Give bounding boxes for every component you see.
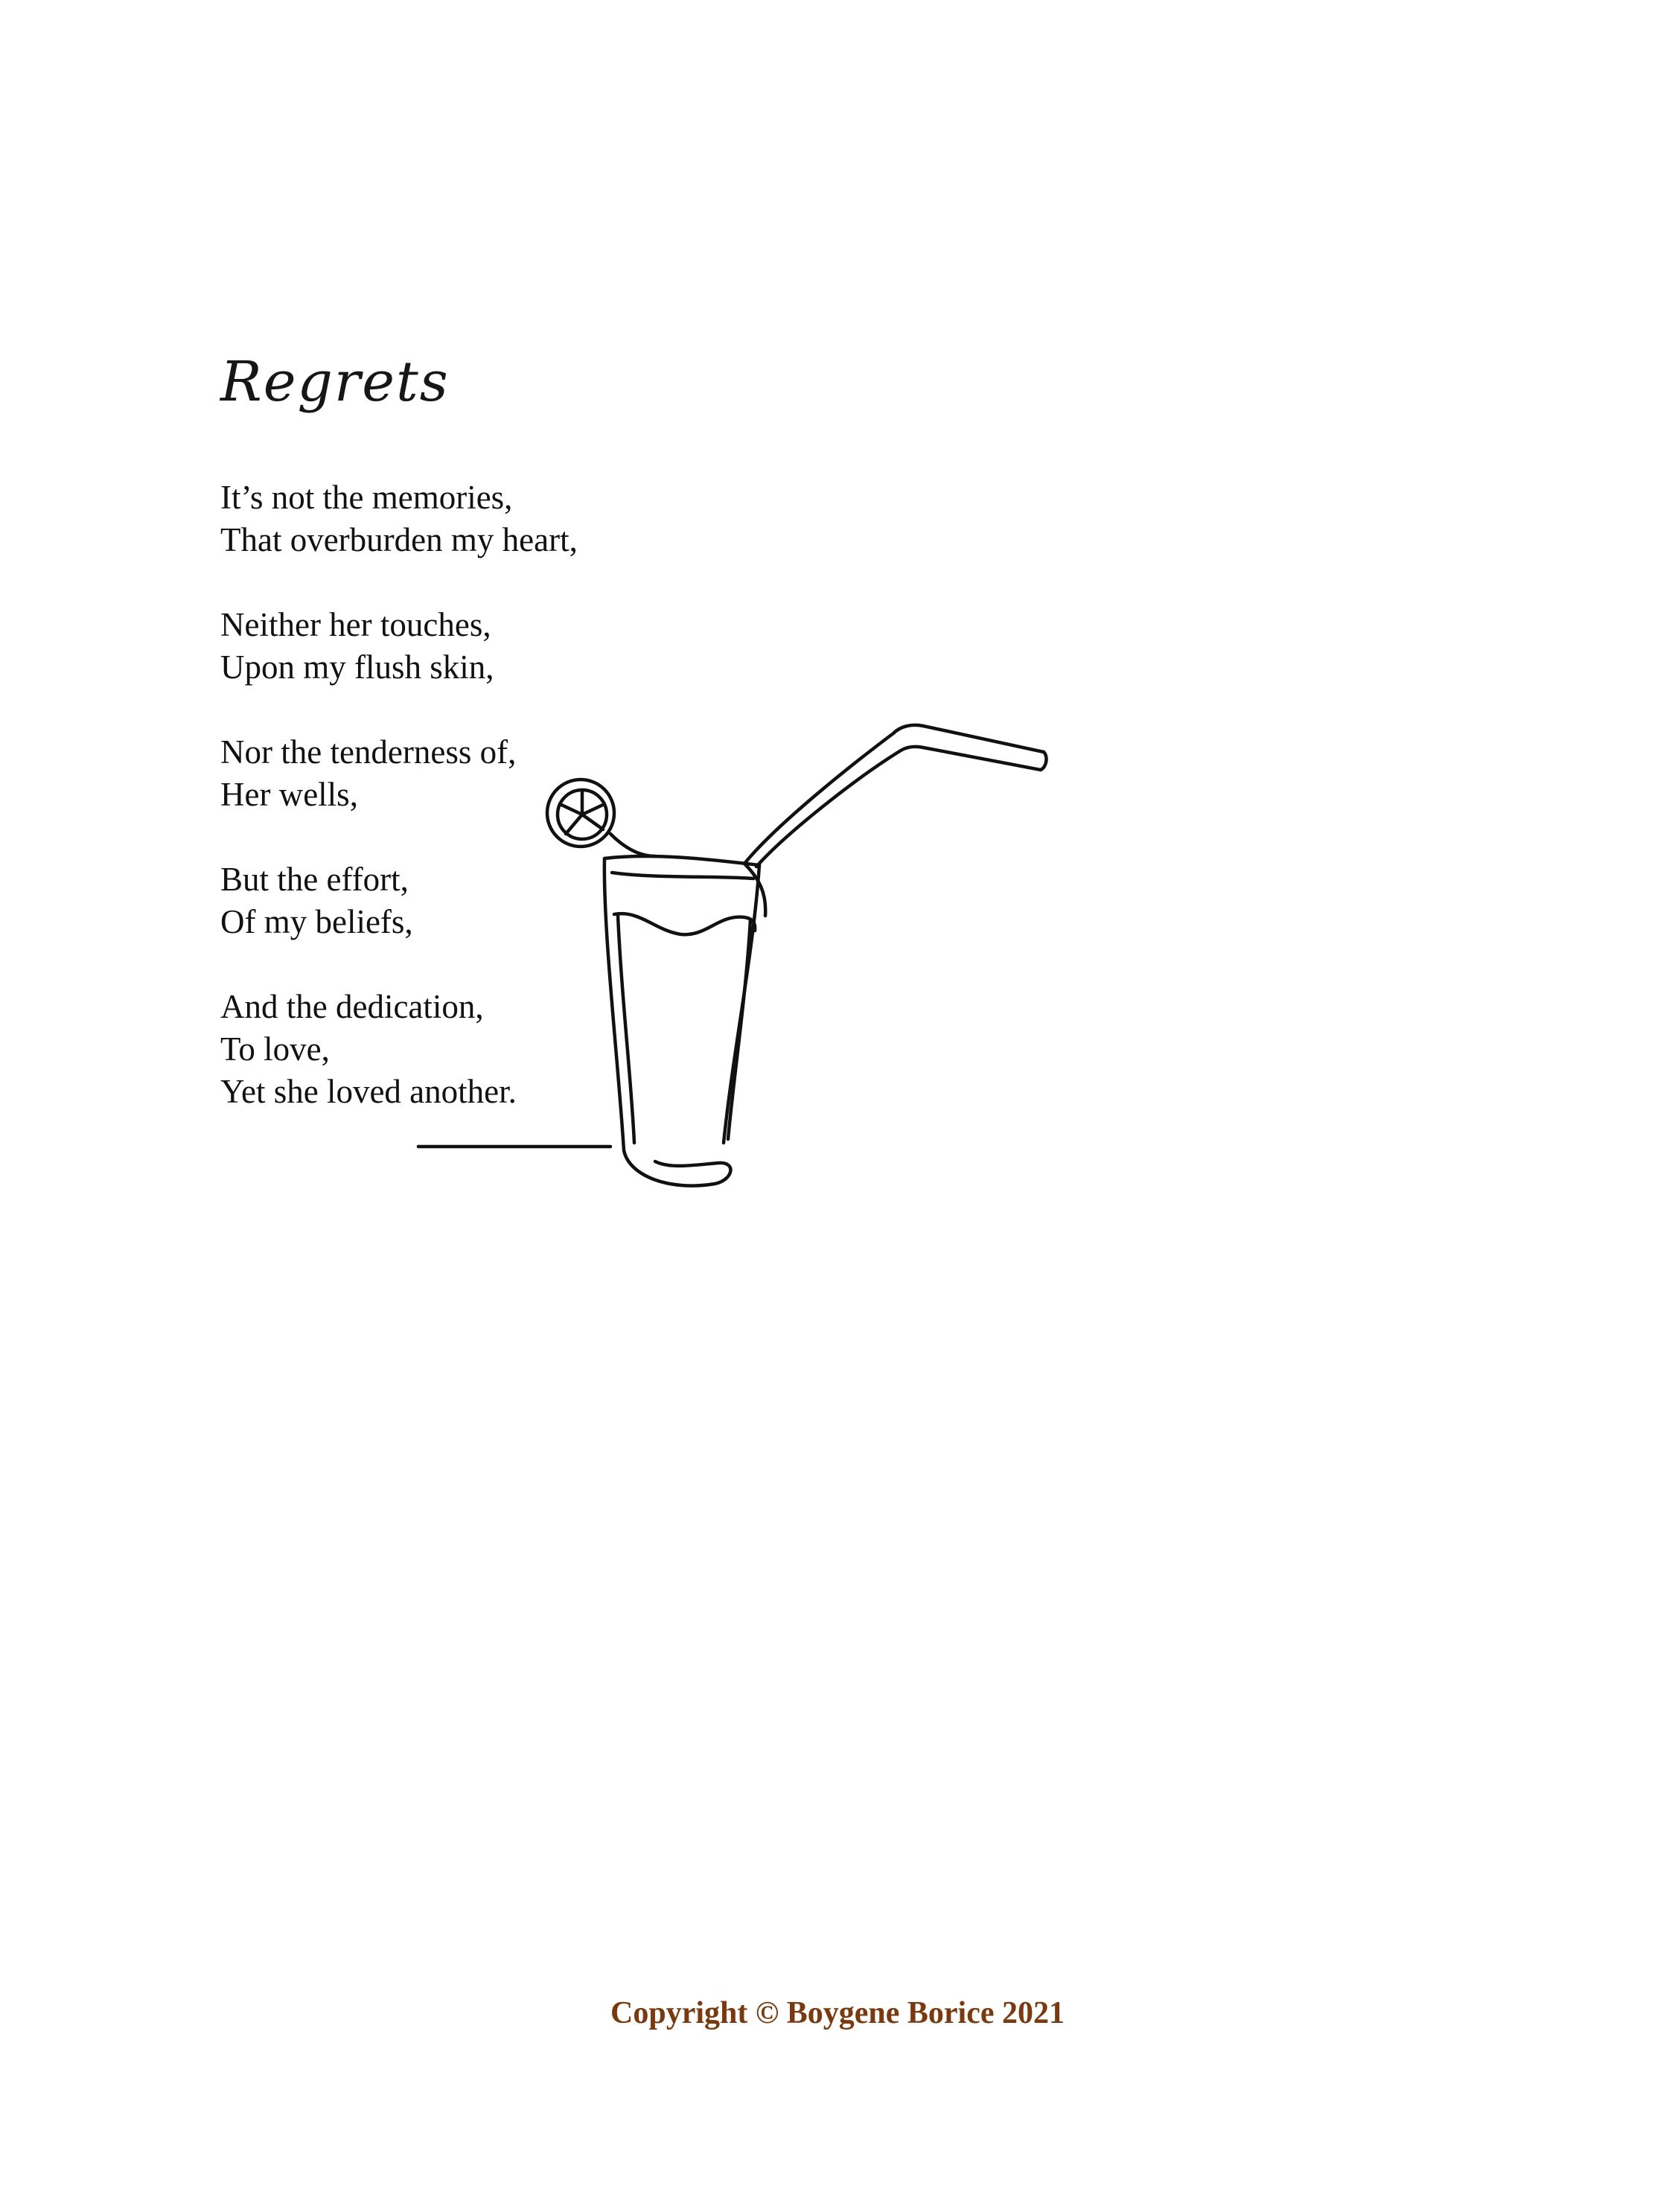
stanza-2	[220, 604, 816, 689]
stanza-5	[220, 986, 816, 1113]
poem-line: That overburden my heart,	[220, 521, 578, 558]
poem-line: Upon my flush skin,	[220, 648, 494, 686]
copyright-footer: Copyright © Boygene Borice 2021	[610, 1996, 1065, 2030]
poem-line: Her wells,	[220, 776, 358, 813]
poem-line: To love,	[220, 1030, 330, 1068]
stanza-3	[220, 731, 816, 816]
poem-body	[220, 476, 816, 1113]
poem-title: Regrets	[220, 350, 450, 414]
poem-line: Of my beliefs,	[220, 903, 413, 940]
poem-line: Nor the tenderness of,	[220, 733, 517, 771]
stanza-4	[220, 858, 816, 943]
poem-line: It’s not the memories,	[220, 479, 513, 516]
poem-line: Yet she loved another.	[220, 1073, 517, 1110]
poem-line: But the effort,	[220, 861, 409, 898]
poem-line: Neither her touches,	[220, 606, 491, 643]
poem-line: And the dedication,	[220, 988, 484, 1025]
stanza-1	[220, 476, 816, 561]
